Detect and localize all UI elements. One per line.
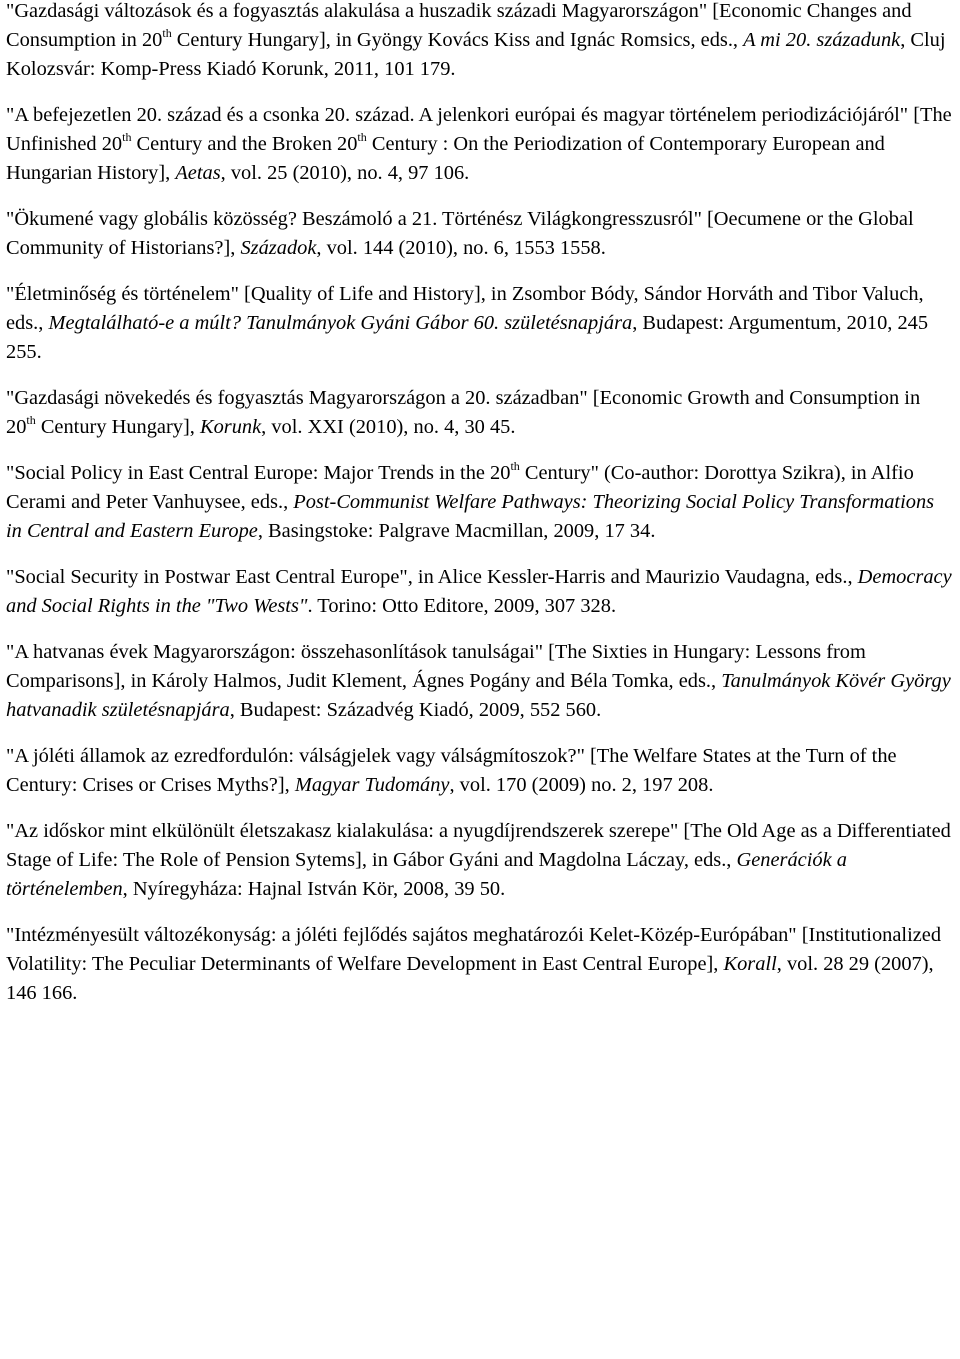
- bibliography-entry: [6, 101, 954, 188]
- citation-text: "A hatvanas évek Magyarországon: összehasonlítások tanulságai" [The Sixties in Hungary: Lessons from Comparisons], in Károly Halmos, Judit Klement, Ágnes Pogány and Béla Tomka, eds.,: [6, 641, 866, 692]
- citation-text: "Gazdasági növekedés és fogyasztás Magyarországon a 20. században" [Economic Growth and Consumption in 20: [6, 387, 921, 438]
- bibliography-entry: [6, 817, 954, 904]
- bibliography-entry: [6, 205, 954, 263]
- italic-title-text: Megtalálható-e a múlt? Tanulmányok Gyáni Gábor 60. születésnapjára: [48, 312, 633, 334]
- citation-text: Century : On the Periodization of Contemporary European and Hungarian History],: [6, 133, 885, 184]
- citation-text: "Social Policy in East Central Europe: Major Trends in the 20: [6, 462, 511, 484]
- citation-text: "Intézményesült változékonyság: a jóléti fejlődés sajátos meghatározói Kelet-Közép-Európában" [Institutionalized Volatility: The Peculiar Determinants of Welfare Development in East Central Europe],: [6, 924, 942, 975]
- citation-text: , Budapest: Századvég Kiadó, 2009, 552 560.: [229, 699, 602, 721]
- italic-title-text: Magyar Tudomány: [294, 774, 450, 796]
- citation-text: Century Hungary],: [35, 416, 200, 438]
- ordinal-superscript: th: [162, 26, 172, 40]
- citation-text: , vol. XXI (2010), no. 4, 30 45.: [261, 416, 516, 438]
- bibliography-entry: [6, 384, 954, 442]
- italic-title-text: Democracy and Social Rights in the "Two Wests": [6, 566, 952, 617]
- ordinal-superscript: th: [122, 130, 132, 144]
- citation-text: , vol. 144 (2010), no. 6, 1553 1558.: [316, 237, 606, 259]
- citation-text: , vol. 25 (2010), no. 4, 97 106.: [220, 162, 470, 184]
- bibliography-entry: [6, 638, 954, 725]
- bibliography-entry: [6, 280, 954, 367]
- italic-title-text: Generációk a történelemben: [6, 849, 847, 900]
- citation-text: , vol. 28 29 (2007), 146 166.: [6, 953, 934, 1004]
- bibliography-entry: [6, 921, 954, 1008]
- citation-text: "Social Security in Postwar East Central Europe", in Alice Kessler-Harris and Maurizio Vaudagna, eds.,: [6, 566, 858, 588]
- bibliography-list: [6, 0, 954, 1025]
- italic-title-text: Tanulmányok Kövér György hatvanadik születésnapjára: [6, 670, 951, 721]
- citation-text: "Ökumené vagy globális közösség? Beszámoló a 21. Történész Világkongresszusról" [Oecumene or the Global Community of Historians?],: [6, 208, 914, 259]
- ordinal-superscript: th: [26, 413, 36, 427]
- ordinal-superscript: th: [357, 130, 367, 144]
- citation-text: , Budapest: Argumentum, 2010, 245 255.: [6, 312, 929, 363]
- italic-title-text: A mi 20. századunk: [743, 29, 901, 51]
- bibliography-entry: [6, 563, 954, 621]
- ordinal-superscript: th: [510, 459, 520, 473]
- citation-text: , vol. 170 (2009) no. 2, 197 208.: [449, 774, 714, 796]
- bibliography-entry: [6, 742, 954, 800]
- citation-text: "Az időskor mint elkülönült életszakasz kialakulása: a nyugdíjrendszerek szerepe" [The Old Age as a Differentiated Stage of Life: The Role of Pension Sytems], in Gábor Gyáni and Magdolna Láczay, eds.,: [6, 820, 951, 871]
- citation-text: Century and the Broken 20: [131, 133, 358, 155]
- citation-text: "A jóléti államok az ezredfordulón: válságjelek vagy válságmítoszok?" [The Welfare States at the Turn of the Century: Crises or Crises Myths?],: [6, 745, 897, 796]
- citation-text: "A befejezetlen 20. század és a csonka 20. század. A jelenkori európai és magyar történelem periodizációjáról" [The Unfinished 20: [6, 104, 952, 155]
- citation-text: , Cluj Kolozsvár: Komp-Press Kiadó Korunk, 2011, 101 179.: [6, 29, 946, 80]
- citation-text: , Basingstoke: Palgrave Macmillan, 2009, 17 34.: [257, 520, 656, 542]
- italic-title-text: Post-Communist Welfare Pathways: Theorizing Social Policy Transformations in Central and Eastern Europe: [6, 491, 935, 542]
- citation-text: Century Hungary], in Gyöngy Kovács Kiss and Ignác Romsics, eds.,: [171, 29, 744, 51]
- italic-title-text: Korunk: [199, 416, 262, 438]
- citation-text: "Gazdasági változások és a fogyasztás alakulása a huszadik századi Magyarországon" [Economic Changes and Consumption in 20: [6, 0, 912, 51]
- bibliography-entry: [6, 459, 954, 546]
- bibliography-entry: [6, 0, 954, 84]
- italic-title-text: Századok: [240, 237, 317, 259]
- italic-title-text: Korall: [723, 953, 777, 975]
- citation-text: Century" (Co-author: Dorottya Szikra), in Alfio Cerami and Peter Vanhuysee, eds.,: [6, 462, 914, 513]
- citation-text: , Nyíregyháza: Hajnal István Kör, 2008, 39 50.: [122, 878, 506, 900]
- citation-text: . Torino: Otto Editore, 2009, 307 328.: [307, 595, 617, 617]
- italic-title-text: Aetas: [175, 162, 221, 184]
- citation-text: "Életminőség és történelem" [Quality of Life and History], in Zsombor Bódy, Sándor Horváth and Tibor Valuch, eds.,: [6, 283, 924, 334]
